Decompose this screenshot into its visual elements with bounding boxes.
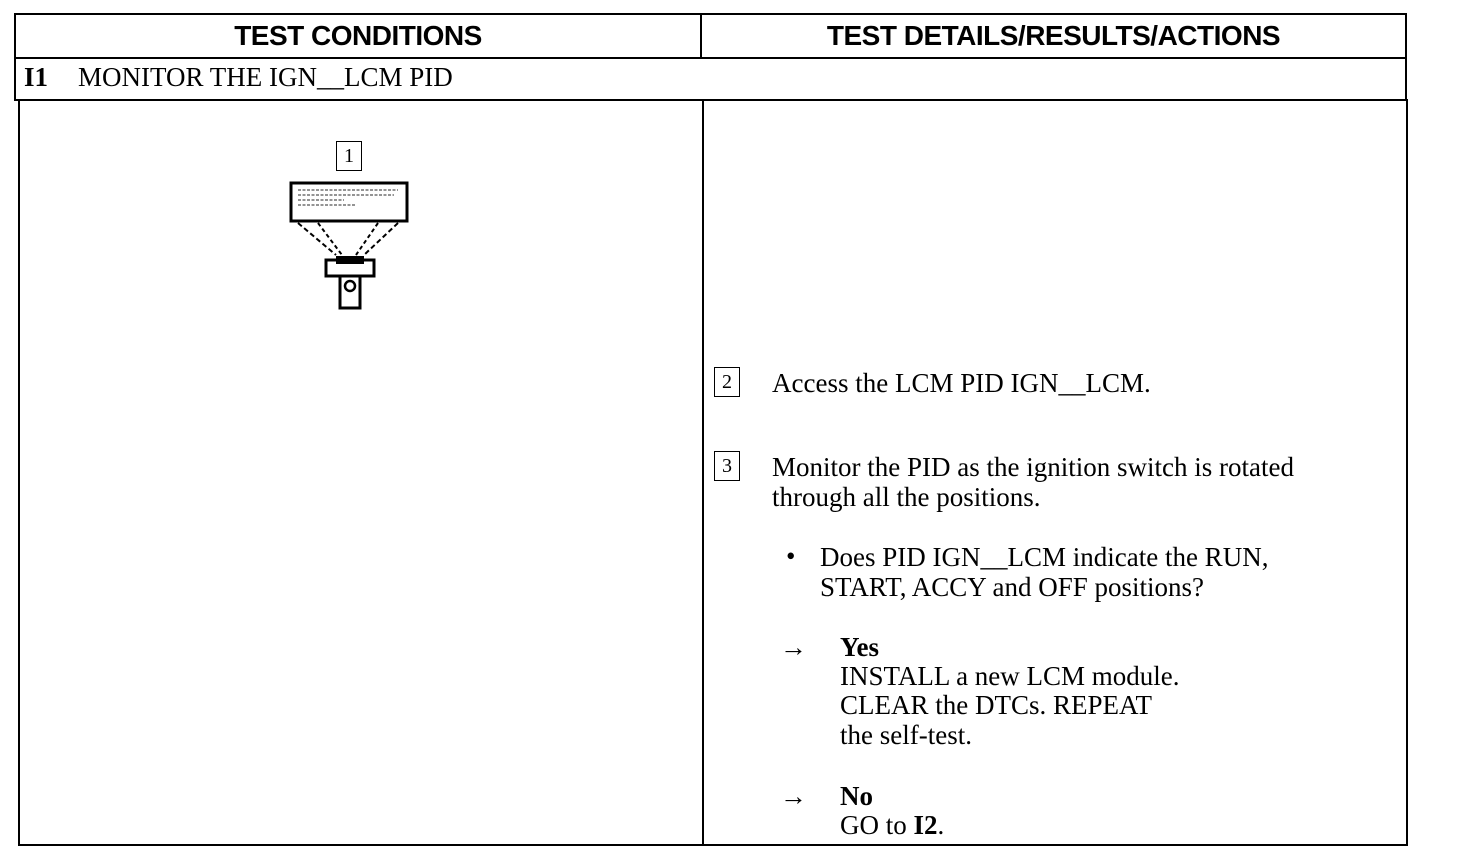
yes-arrow: →	[780, 632, 807, 662]
scan-tool-icon	[286, 180, 416, 315]
step-3-line-1: Monitor the PID as the ignition switch is rotated	[772, 452, 1294, 482]
header-left-label: TEST CONDITIONS	[234, 20, 482, 51]
no-go-text: GO to	[840, 810, 907, 840]
yes-line-2: CLEAR the DTCs. REPEAT	[840, 690, 1153, 720]
header-test-details	[700, 13, 1407, 59]
step-title	[24, 62, 453, 93]
question-bullet: •	[786, 541, 796, 571]
no-go-line	[840, 810, 944, 840]
header-test-conditions	[14, 13, 702, 59]
column-divider	[702, 99, 704, 846]
no-label: No	[840, 781, 873, 811]
step-3-line-2: through all the positions.	[772, 482, 1041, 512]
question-line-1: Does PID IGN__LCM indicate the RUN,	[820, 542, 1269, 572]
step-title-text: MONITOR THE IGN__LCM PID	[78, 62, 453, 92]
no-arrow: →	[780, 781, 807, 811]
step-id: I1	[24, 62, 49, 92]
step-2-number: 2	[714, 367, 740, 397]
step-2-text: Access the LCM PID IGN__LCM.	[772, 368, 1151, 398]
yes-line-1: INSTALL a new LCM module.	[840, 661, 1180, 691]
no-go-end: .	[937, 810, 945, 840]
callout-1: 1	[336, 141, 362, 171]
step-3-number: 3	[714, 451, 740, 481]
yes-label: Yes	[840, 632, 879, 662]
header-right-label: TEST DETAILS/RESULTS/ACTIONS	[826, 20, 1281, 51]
yes-line-3: the self-test.	[840, 720, 972, 750]
no-go-target-link[interactable]: I2	[913, 810, 938, 840]
question-line-2: START, ACCY and OFF positions?	[820, 572, 1205, 602]
